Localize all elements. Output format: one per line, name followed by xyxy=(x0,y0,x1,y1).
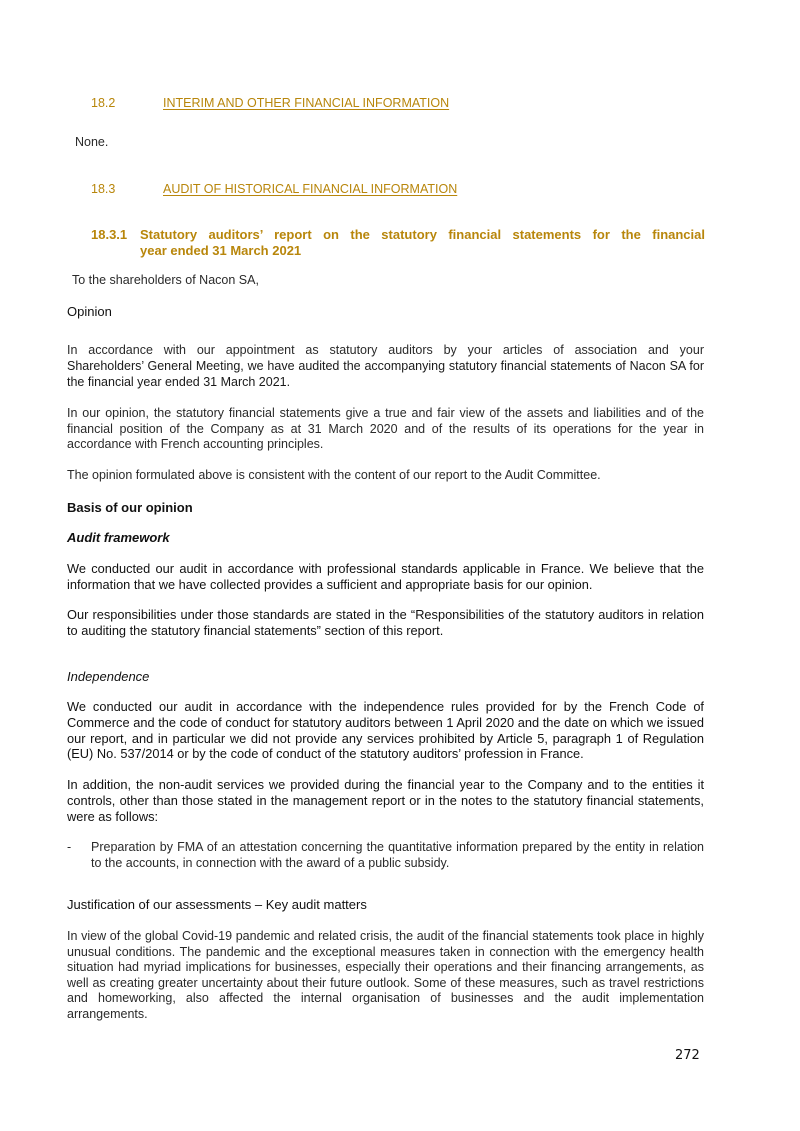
bullet-dash: - xyxy=(67,840,72,854)
opinion-paragraph-2: In our opinion, the statutory financial statements give a true and fair view of the assets and liabilities and of the financial position of the Company as at 31 March 2020 and of the results of its operations for the year in accordance with French accounting principles. xyxy=(67,406,704,452)
audit-framework-paragraph-1: We conducted our audit in accordance with professional standards applicable in France. We believe that the information that we have collected provides a sufficient and appropriate basis for our opinion. xyxy=(67,561,704,592)
independence-paragraph-2: In addition, the non-audit services we provided during the financial year to the Company and to the entities it controls, other than those stated in the management report or in the notes to the statutory financial statements, were as follows: xyxy=(67,777,704,824)
greeting: To the shareholders of Nacon SA, xyxy=(72,273,259,287)
audit-framework-heading: Audit framework xyxy=(67,530,170,545)
section-18-3-number: 18.3 xyxy=(91,182,116,196)
independence-heading: Independence xyxy=(67,669,150,684)
section-18-3-1-title-line1: Statutory auditors’ report on the statutory financial statements for the financial xyxy=(140,227,705,242)
basis-heading: Basis of our opinion xyxy=(67,500,193,515)
none-text: None. xyxy=(75,135,109,149)
independence-paragraph-1: We conducted our audit in accordance with the independence rules provided for by the French Code of Commerce and the code of conduct for statutory auditors between 1 April 2020 and the date on which we issued our report, and in particular we did not provide any services prohibited by Article 5, paragraph 1 of Regulation (EU) No. 537/2014 or by the code of conduct of the statutory auditors’ profession in France. xyxy=(67,699,704,762)
section-18-2-number: 18.2 xyxy=(91,96,116,110)
section-18-3-1-heading xyxy=(91,227,705,259)
opinion-paragraph-1-rest: Shareholders’ General Meeting, we have audited the accompanying statutory financial statements of Nacon SA for the financial year ended 31 March 2021. xyxy=(67,359,704,389)
opinion-heading: Opinion xyxy=(67,304,112,319)
section-18-3-title: AUDIT OF HISTORICAL FINANCIAL INFORMATION xyxy=(163,182,458,196)
opinion-paragraph-1-line-1: In accordance with our appointment as statutory auditors by your articles of association and your xyxy=(67,343,704,357)
justification-paragraph-1: In view of the global Covid-19 pandemic and related crisis, the audit of the financial statements took place in highly unusual conditions. The pandemic and the exceptional measures taken in connection with the emergency health situation had myriad implications for businesses, especially their operations and their financing arrangements, as well as creating greater uncertainty about their future outlook. Some of these measures, such as travel restrictions and homeworking, also affected the internal organisation of businesses and the audit implementation arrangements. xyxy=(67,929,704,1021)
opinion-paragraph-3: The opinion formulated above is consistent with the content of our report to the Audit Committee. xyxy=(67,468,601,482)
section-18-3-1-title-line2: year ended 31 March 2021 xyxy=(140,243,302,258)
bullet-item-fma-attestation: Preparation by FMA of an attestation concerning the quantitative information prepared by the entity in relation to the accounts, in connection with the award of a public subsidy. xyxy=(91,840,704,870)
audit-framework-paragraph-2: Our responsibilities under those standards are stated in the “Responsibilities of the statutory auditors in relation to auditing the statutory financial statements” section of this report. xyxy=(67,607,704,638)
page-number: 272 xyxy=(675,1048,700,1063)
section-18-3-1-number: 18.3.1 xyxy=(91,227,128,242)
justification-heading: Justification of our assessments – Key audit matters xyxy=(67,897,367,912)
section-18-2-title: INTERIM AND OTHER FINANCIAL INFORMATION xyxy=(163,96,450,110)
